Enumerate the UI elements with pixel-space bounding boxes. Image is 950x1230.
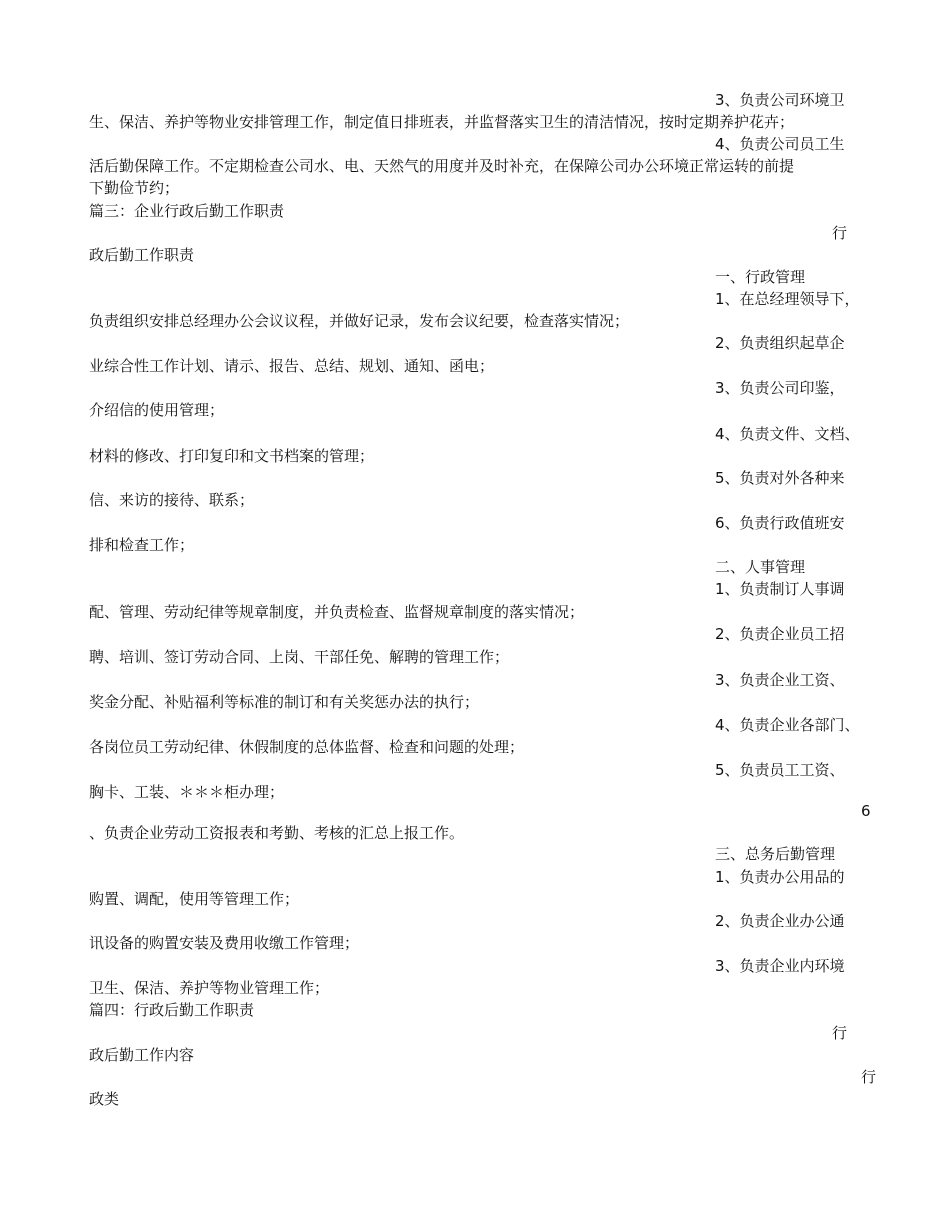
section-heading: 篇四：行政后勤工作职责 bbox=[89, 1001, 255, 1019]
text-line: 1、在总经理领导下， bbox=[715, 290, 860, 308]
text-line: 1、负责制订人事调 bbox=[715, 580, 845, 598]
section-heading: 篇三：企业行政后勤工作职责 bbox=[89, 202, 285, 220]
text-line: 业综合性工作计划、请示、报告、总结、规划、通知、函电； bbox=[89, 357, 495, 375]
text-line: 5、负责员工工资、 bbox=[715, 761, 845, 779]
text-line: 卫生、保洁、养护等物业管理工作； bbox=[89, 979, 330, 997]
text-line: 行 bbox=[832, 1024, 848, 1042]
text-line: 1、负责办公用品的 bbox=[715, 868, 845, 886]
text-line: 4、负责企业各部门、 bbox=[715, 716, 860, 734]
text-line: 材料的修改、打印复印和文书档案的管理； bbox=[89, 447, 375, 465]
text-line: 生、保洁、养护等物业安排管理工作，制定值日排班表，并监督落实卫生的清洁情况，按时定期养护花卉； bbox=[89, 113, 795, 131]
text-line: 政后勤工作职责 bbox=[89, 246, 195, 264]
text-line: 配、管理、劳动纪律等规章制度，并负责检查、监督规章制度的落实情况； bbox=[89, 603, 585, 621]
text-line: 奖金分配、补贴福利等标准的制订和有关奖惩办法的执行； bbox=[89, 693, 480, 711]
text-line: 4、负责文件、文档、 bbox=[715, 425, 860, 443]
text-line: 聘、培训、签订劳动合同、上岗、干部任免、解聘的管理工作； bbox=[89, 648, 510, 666]
text-line: 2、负责企业办公通 bbox=[715, 912, 845, 930]
text-line: 下勤俭节约； bbox=[89, 179, 180, 197]
text-line: 政后勤工作内容 bbox=[89, 1046, 195, 1064]
text-line: 胸卡、工装、＊＊＊柜办理； bbox=[89, 783, 285, 801]
text-line: 4、负责公司员工生 bbox=[715, 135, 845, 153]
text-line: 6、负责行政值班安 bbox=[715, 514, 845, 532]
text-line: 信、来访的接待、联系； bbox=[89, 491, 255, 509]
subsection-heading: 一、行政管理 bbox=[715, 268, 806, 286]
subsection-heading: 三、总务后勤管理 bbox=[715, 845, 836, 863]
text-line: 3、负责企业工资、 bbox=[715, 671, 845, 689]
text-line: 购置、调配，使用等管理工作； bbox=[89, 890, 300, 908]
text-line: 介绍信的使用管理； bbox=[89, 401, 225, 419]
text-line: 讯设备的购置安装及费用收缴工作管理； bbox=[89, 934, 360, 952]
text-line: 3、负责公司印鉴， bbox=[715, 379, 845, 397]
text-line: 3、负责企业内环境 bbox=[715, 957, 845, 975]
text-line: 行 bbox=[832, 224, 848, 242]
text-line: 各岗位员工劳动纪律、休假制度的总体监督、检查和问题的处理； bbox=[89, 738, 525, 756]
text-line: 6 bbox=[861, 802, 871, 820]
text-line: 2、负责企业员工招 bbox=[715, 625, 845, 643]
text-line: 排和检查工作； bbox=[89, 536, 195, 554]
text-line: 2、负责组织起草企 bbox=[715, 334, 845, 352]
text-line: 活后勤保障工作。不定期检查公司水、电、天然气的用度并及时补充，在保障公司办公环境正常运转的前提 bbox=[89, 157, 795, 175]
text-line: 行 bbox=[861, 1068, 877, 1086]
text-line: 3、负责公司环境卫 bbox=[715, 91, 845, 109]
text-line: 政类 bbox=[89, 1090, 120, 1108]
text-line: 负责组织安排总经理办公会议议程，并做好记录，发布会议纪要，检查落实情况； bbox=[89, 312, 630, 330]
text-line: 、负责企业劳动工资报表和考勤、考核的汇总上报工作。 bbox=[89, 824, 465, 842]
subsection-heading: 二、人事管理 bbox=[715, 558, 806, 576]
text-line: 5、负责对外各种来 bbox=[715, 469, 845, 487]
